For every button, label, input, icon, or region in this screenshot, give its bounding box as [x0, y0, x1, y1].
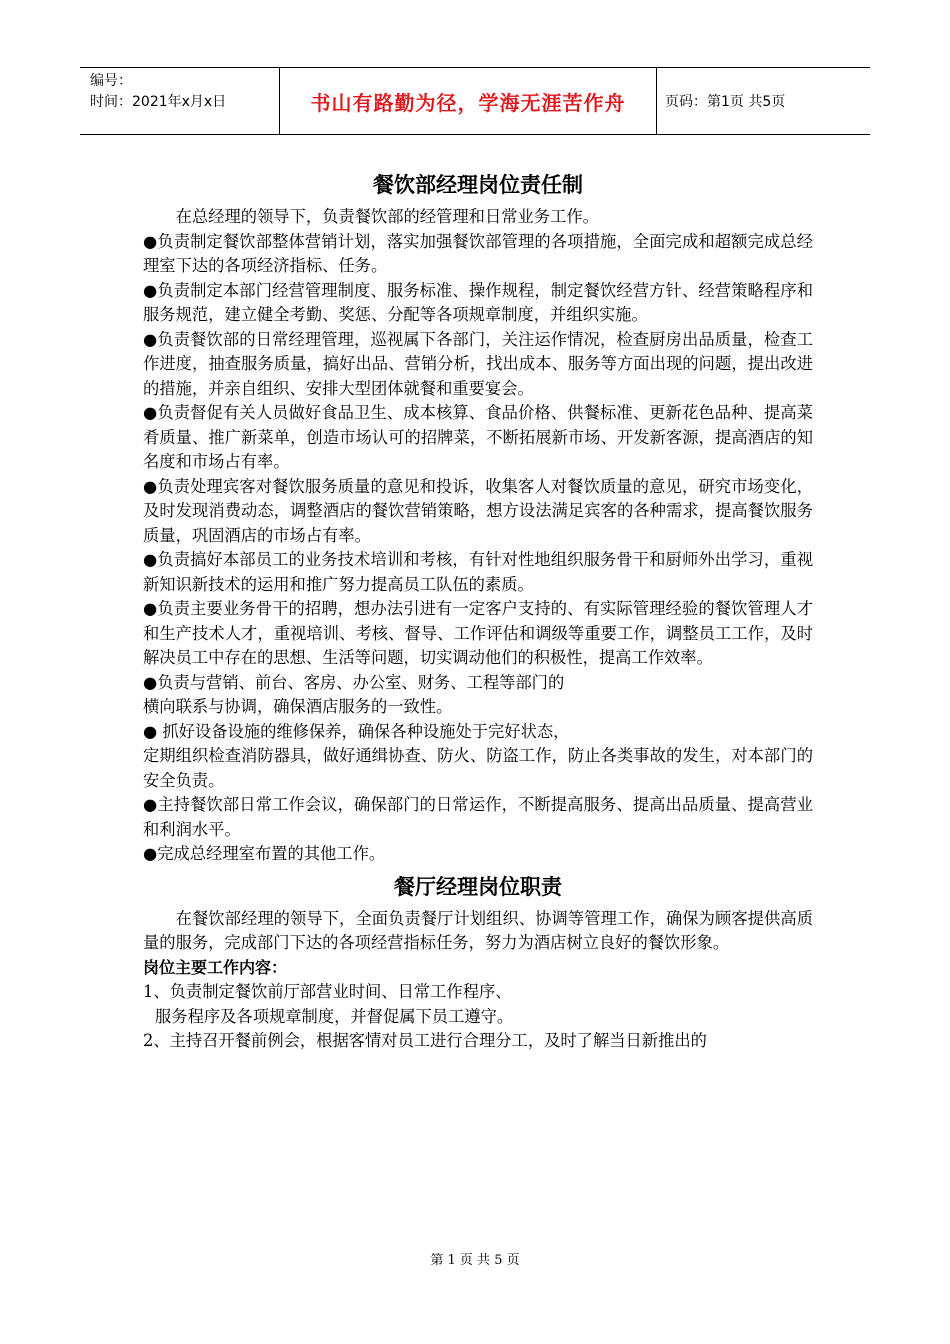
document-date: 时间：2021年x月x日	[90, 94, 227, 110]
section2-title: 餐厅经理岗位职责	[394, 874, 562, 899]
section1-item-11: ●完成总经理室布置的其他工作。	[143, 844, 386, 863]
header-page-info-cell	[657, 68, 870, 134]
section1-item: ●负责督促有关人员做好食品卫生、成本核算、食品价格、供餐标准、更新花色品种、提高菜肴质量、推广新菜单，创造市场认可的招牌菜，不断拓展新市场、开发新客源，提高酒店的知名度和市场占有率。	[143, 403, 813, 471]
section1-item-8-line1: ●负责与营销、前台、客房、办公室、财务、工程等部门的	[143, 672, 565, 692]
section2-intro: 在餐饮部经理的领导下，全面负责餐厅计划组织、协调等管理工作，确保为顾客提供高质量的服务，完成部门下达的各项经营指标任务，努力为酒店树立良好的餐饮形象。	[143, 908, 813, 952]
section1-item-8-line2: 横向联系与协调，确保酒店服务的一致性。	[143, 697, 453, 716]
section1-item: ●负责主要业务骨干的招聘，想办法引进有一定客户支持的、有实际管理经验的餐饮管理人才和生产技术人才，重视培训、考核、督导、工作评估和调级等重要工作，调整员工工作，及时解决员工中存在的思想、生活等问题，切实调动他们的积极性，提高工作效率。	[143, 599, 813, 667]
section1-item-10: ●主持餐饮部日常工作会议，确保部门的日常运作，不断提高服务、提高出品质量、提高营业和利润水平。	[143, 795, 813, 839]
section1-title: 餐饮部经理岗位责任制	[373, 173, 583, 197]
section1-item: ●负责餐饮部的日常经理管理，巡视属下各部门，关注运作情况，检查厨房出品质量，检查工作进度，抽查服务质量，搞好出品、营销分析，找出成本、服务等方面出现的问题，提出改进的措施，并亲自组织、安排大型团体就餐和重要宴会。	[143, 329, 813, 398]
section1-item-9-line2: 定期组织检查消防器具，做好通缉协查、防火、防盗工作，防止各类事故的发生，对本部门的安全负责。	[143, 746, 813, 790]
section1-item: ●负责制定餐饮部整体营销计划，落实加强餐饮部管理的各项措施，全面完成和超额完成总经理室下达的各项经济指标、任务。	[143, 231, 813, 275]
document-body	[143, 165, 813, 1054]
section2-item-2: 2、主持召开餐前例会，根据客情对员工进行合理分工，及时了解当日新推出的	[143, 1031, 707, 1050]
section1-intro: 在总经理的领导下，负责餐饮部的经管理和日常业务工作。	[175, 207, 599, 226]
header-page-info: 页码：第1页 共5页	[665, 94, 786, 110]
section1-item: ●负责制定本部门经营管理制度、服务标准、操作规程，制定餐饮经营方针、经营策略程序和服务规范，建立健全考勤、奖惩、分配等各项规章制度，并组织实施。	[143, 280, 813, 324]
section2-item-1-line1: 1、负责制定餐饮前厅部营业时间、日常工作程序、	[143, 982, 512, 1001]
section2-item-1-line2: 服务程序及各项规章制度，并督促属下员工遵守。	[155, 1006, 514, 1026]
document-number-label: 编号：	[90, 73, 132, 89]
section2-subheading: 岗位主要工作内容：	[143, 957, 288, 977]
header-motto: 书山有路勤为径，学海无涯苦作舟	[310, 90, 626, 115]
section1-item-9-line1: ● 抓好设备设施的维修保养，确保各种设施处于完好状态，	[143, 721, 570, 741]
header-meta	[80, 68, 280, 134]
section1-item: ●负责处理宾客对餐饮服务质量的意见和投诉，收集客人对餐饮质量的意见，研究市场变化，及时发现消费动态，调整酒店的餐饮营销策略，想方设法满足宾客的各种需求，提高餐饮服务质量，巩固酒店的市场占有率。	[143, 476, 813, 545]
header-motto-cell	[280, 68, 657, 134]
header-table	[80, 67, 870, 135]
section1-item: ●负责搞好本部员工的业务技术培训和考核，有针对性地组织服务骨干和厨师外出学习，重视新知识新技术的运用和推广努力提高员工队伍的素质。	[143, 550, 813, 594]
page-footer: 第 1 页 共 5 页	[430, 1253, 520, 1268]
